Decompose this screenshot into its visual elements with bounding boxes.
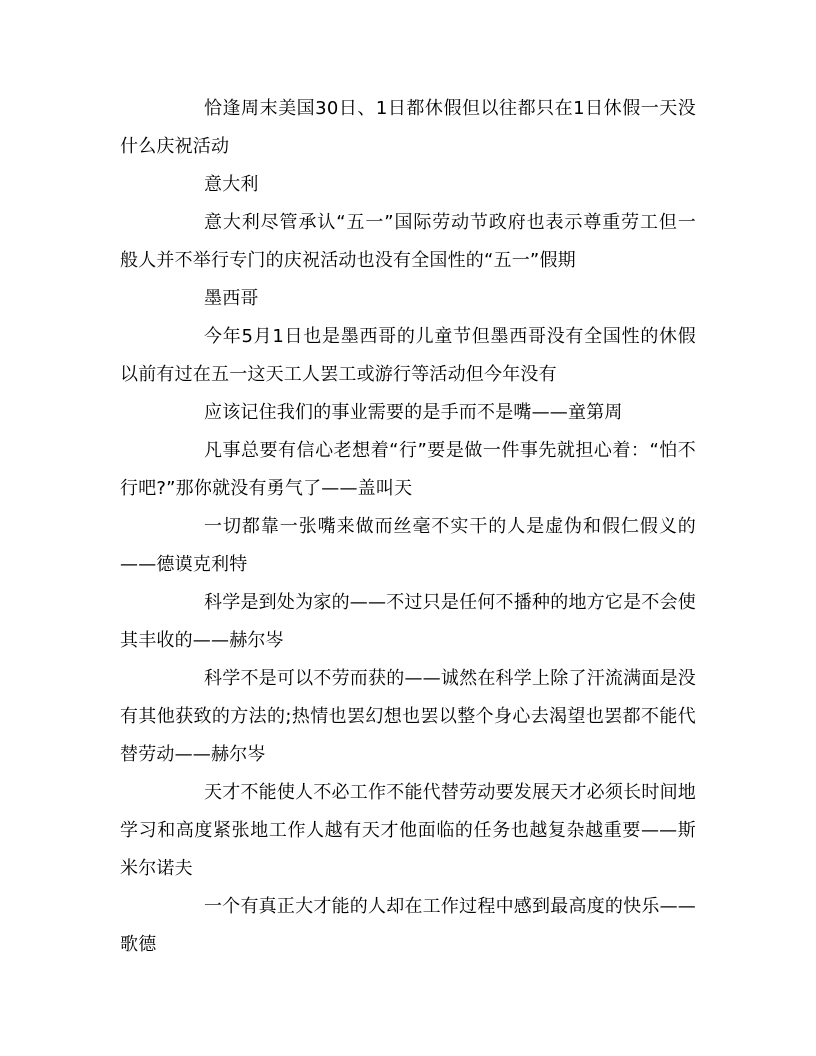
- heading-italy: 意大利: [204, 174, 259, 195]
- paragraph-usa-holiday: 恰逢周末美国30日、1日都休假但以往都只在1日休假一天没什么庆祝活动: [120, 98, 696, 157]
- document-body: [120, 90, 696, 964]
- quote-herzen-1: 科学是到处为家的——不过只是任何不播种的地方它是不会使其丰收的——赫尔岑: [120, 592, 696, 651]
- quote-herzen-2: 科学不是可以不劳而获的——诚然在科学上除了汗流满面是没有其他获致的方法的;热情也罢幻想也罢以整个身心去渴望也罢都不能代替劳动——赫尔岑: [120, 668, 696, 765]
- quote-goethe: 一个有真正大才能的人却在工作过程中感到最高度的快乐——歌德: [120, 896, 696, 955]
- quote-smirnov: 天才不能使人不必工作不能代替劳动要发展天才必须长时间地学习和高度紧张地工作人越有天才他面临的任务也越复杂越重要——斯米尔诺夫: [120, 782, 696, 879]
- paragraph-mexico: 今年5月1日也是墨西哥的儿童节但墨西哥没有全国性的休假以前有过在五一这天工人罢工或游行等活动但今年没有: [120, 326, 696, 385]
- quote-democritus: 一切都靠一张嘴来做而丝毫不实干的人是虚伪和假仁假义的——德谟克利特: [120, 516, 696, 575]
- paragraph-italy: 意大利尽管承认“五一”国际劳动节政府也表示尊重劳工但一般人并不举行专门的庆祝活动也没有全国性的“五一”假期: [120, 212, 696, 271]
- quote-gai-jiaotian: 凡事总要有信心老想着“行”要是做一件事先就担心着：“怕不行吧?”那你就没有勇气了——盖叫天: [120, 440, 696, 499]
- heading-mexico: 墨西哥: [204, 288, 259, 309]
- quote-tong-dizhou: 应该记住我们的事业需要的是手而不是嘴——童第周: [204, 402, 623, 423]
